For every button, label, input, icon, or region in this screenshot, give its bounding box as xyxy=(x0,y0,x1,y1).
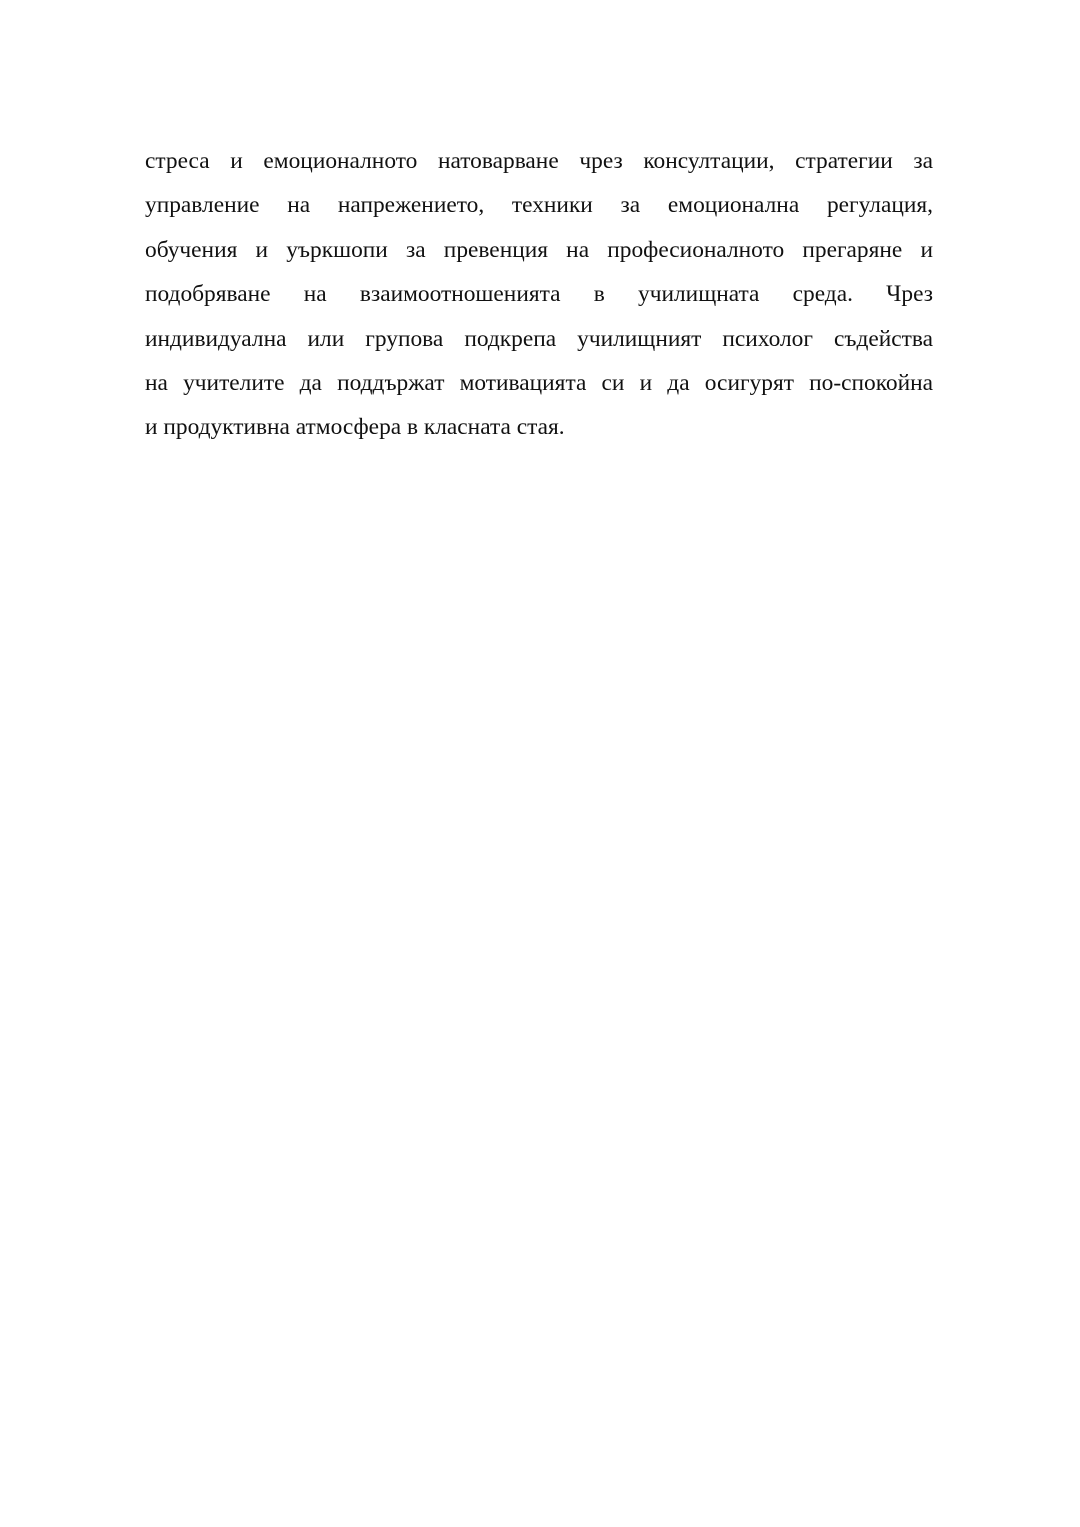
paragraph-line: управление на напрежението, техники за емоционална регулация, xyxy=(145,192,933,219)
paragraph-line: стреса и емоционалното натоварване чрез консултации, стратегии за xyxy=(145,148,933,174)
paragraph-line: обучения и уъркшопи за превенция на професионалното прегаряне и xyxy=(145,236,933,263)
paragraph-line: на учителите да поддържат мотивацията си и да осигурят по-спокойна xyxy=(145,369,933,396)
paragraph-line: индивидуална или групова подкрепа училищният психолог съдейства xyxy=(145,325,933,352)
paragraph-line: подобряване на взаимоотношенията в училищната среда. Чрез xyxy=(145,281,933,308)
body-paragraph xyxy=(145,139,933,450)
paragraph-line: и продуктивна атмосфера в класната стая. xyxy=(145,414,565,441)
